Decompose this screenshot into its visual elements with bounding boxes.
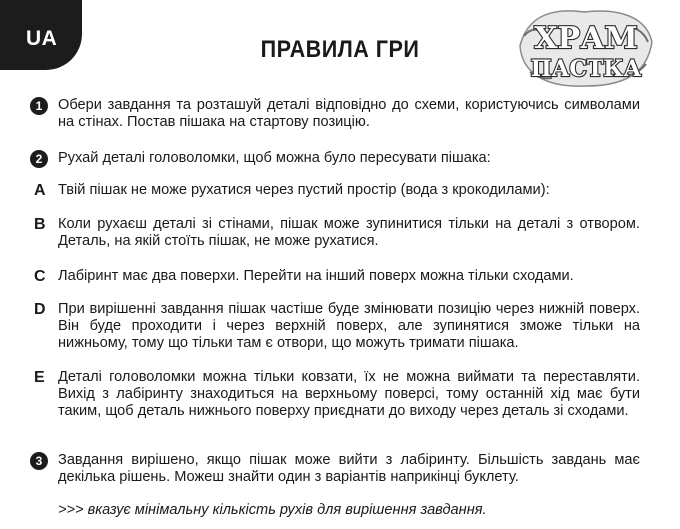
rule-b bbox=[30, 216, 640, 250]
rule-marker-2: 2 bbox=[30, 150, 48, 168]
logo-line2: ПАСТКА bbox=[530, 56, 642, 82]
rule-text-d: При вирішенні завдання пішак частіше буде змінювати позицію через нижній поверх. Він буде проходити і через верхній поверх, але зупинятися зможе тільки на нижньому, тому що тільки там є отвори, що можуть тримати пішака. bbox=[58, 301, 640, 351]
language-code: UA bbox=[26, 27, 58, 50]
moves-footnote: >>> вказує мінімальну кількість рухів для вирішення завдання. bbox=[58, 502, 487, 518]
rule-3 bbox=[30, 452, 640, 486]
rule-marker-c: C bbox=[34, 268, 46, 285]
rule-1 bbox=[30, 97, 640, 131]
rule-e bbox=[30, 369, 640, 420]
rule-2 bbox=[30, 150, 640, 167]
rule-text-e: Деталі головоломки можна тільки ковзати, їх не можна виймати та переставляти. Вихід з лабіринту знаходиться на верхньому поверсі, тому останній хід має бути таким, щоб деталь нижнього поверху приєднати до виходу через деталь зі сходами. bbox=[58, 369, 640, 419]
rule-a bbox=[30, 182, 640, 199]
game-logo bbox=[514, 6, 656, 90]
rule-text-b: Коли рухаєш деталі зі стінами, пішак може зупинитися тільки на деталі з отвором. Деталь, на якій стоїть пішак, не може рухатися. bbox=[58, 216, 640, 249]
rule-text-2: Рухай деталі головоломки, щоб можна було пересувати пішака: bbox=[58, 150, 491, 166]
logo-line1: ХРАМ bbox=[534, 21, 638, 56]
rule-text-c: Лабіринт має два поверхи. Перейти на інший поверх можна тільки сходами. bbox=[58, 268, 574, 284]
rule-marker-1: 1 bbox=[30, 97, 48, 115]
rule-marker-3: 3 bbox=[30, 452, 48, 470]
rule-marker-d: D bbox=[34, 301, 46, 318]
rule-text-1: Обери завдання та розташуй деталі відповідно до схеми, користуючись символами на стінах. Постав пішака на стартову позицію. bbox=[58, 97, 640, 130]
rule-marker-b: B bbox=[34, 216, 46, 233]
rule-marker-e: E bbox=[34, 369, 45, 386]
rule-d bbox=[30, 301, 640, 352]
rule-marker-a: A bbox=[34, 182, 46, 199]
rule-text-3: Завдання вирішено, якщо пішак може вийти з лабіринту. Більшість завдань має декілька рішень. Можеш знайти один з варіантів наприкінці буклету. bbox=[58, 452, 640, 485]
rule-text-a: Твій пішак не може рухатися через пустий простір (вода з крокодилами): bbox=[58, 182, 550, 198]
rule-c bbox=[30, 268, 640, 285]
page-title: ПРАВИЛА ГРИ bbox=[260, 36, 420, 63]
